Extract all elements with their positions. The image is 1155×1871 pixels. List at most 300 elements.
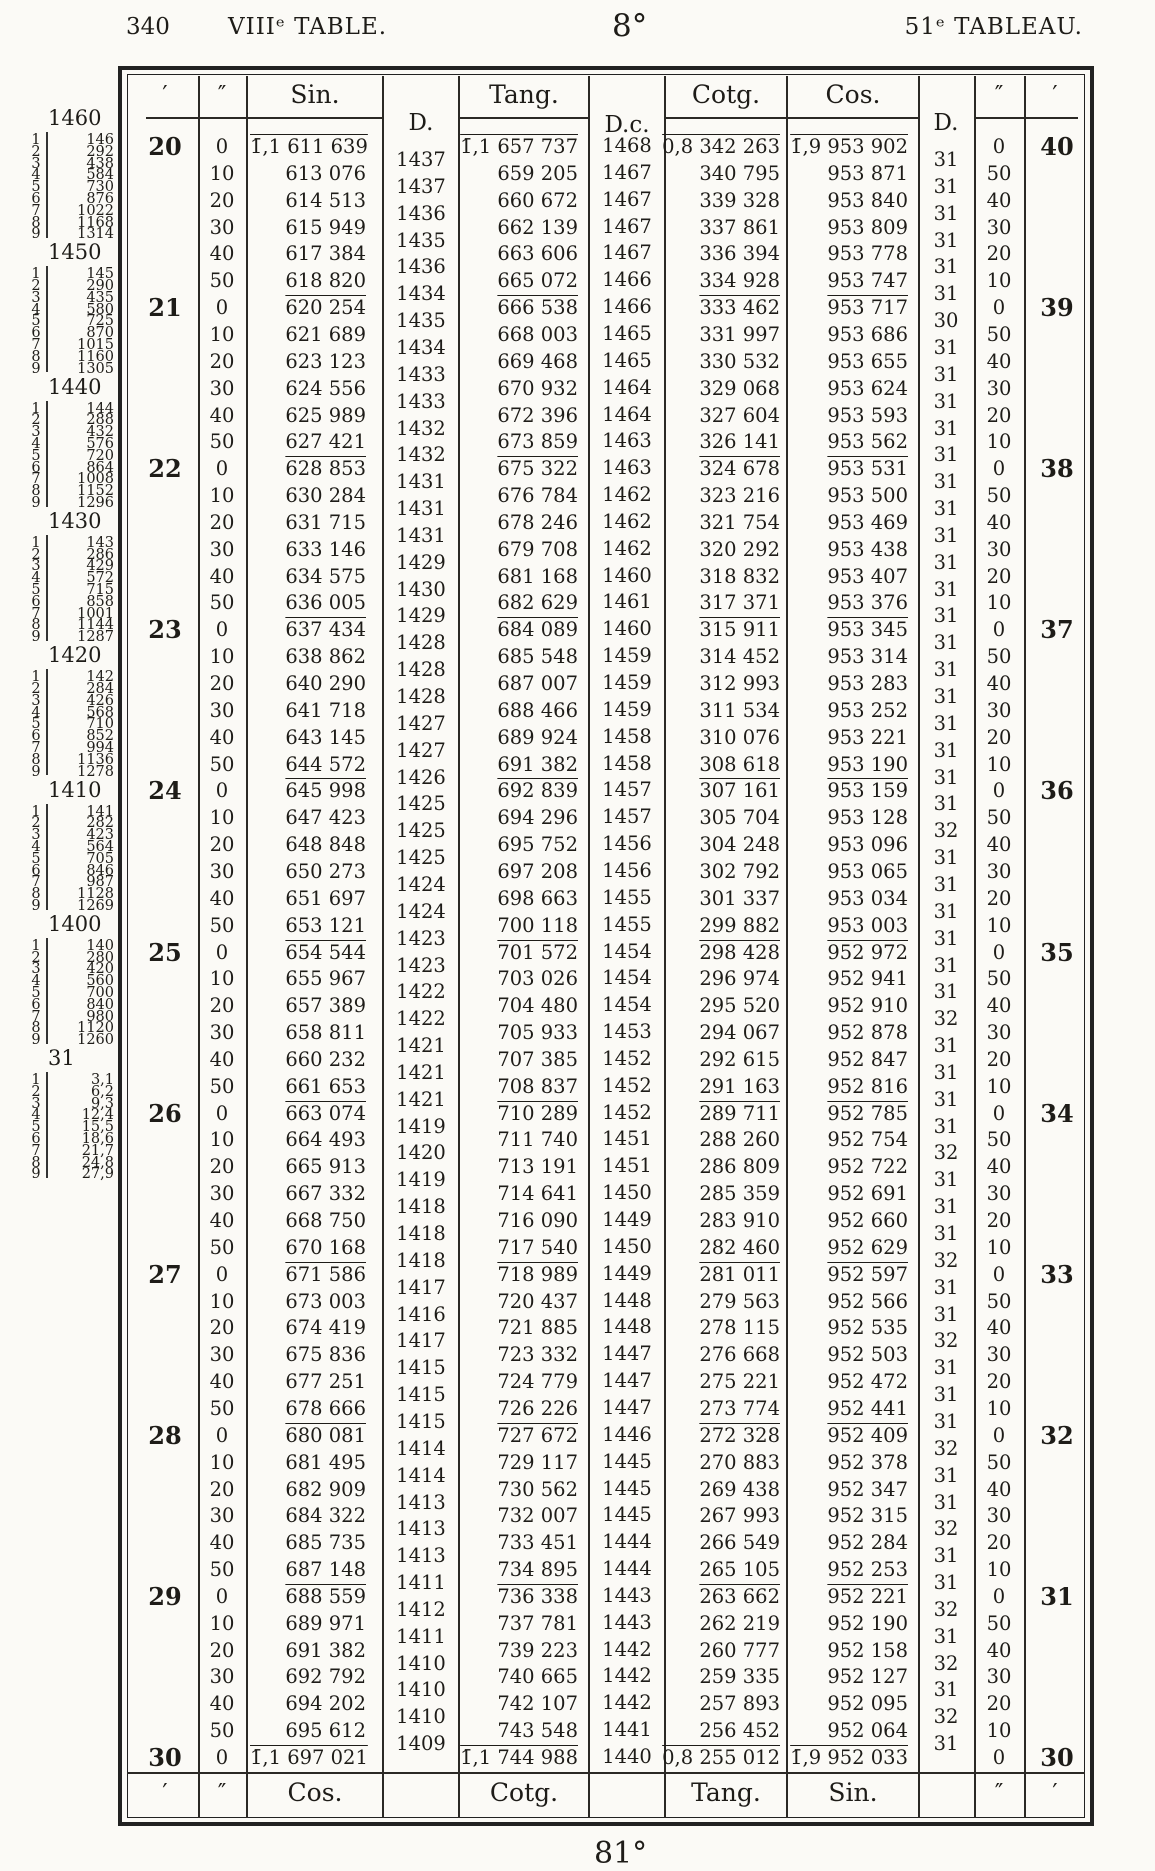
cell-sec: 20 bbox=[209, 833, 235, 857]
pp-digit: 7 bbox=[31, 471, 41, 488]
difference-d2: 31 bbox=[933, 1463, 959, 1487]
pp-value: 1136 bbox=[77, 751, 114, 768]
proportional-parts-head: 1430 bbox=[48, 508, 102, 533]
difference-dc: 1452 bbox=[602, 1046, 652, 1070]
cell-sin: 627 421 bbox=[285, 430, 366, 454]
cell-cotg: 275 221 bbox=[699, 1370, 780, 1394]
pp-value: 580 bbox=[86, 301, 114, 318]
table-row bbox=[0, 913, 1155, 939]
difference-dc: 1450 bbox=[602, 1181, 652, 1205]
cell-cos: 952 910 bbox=[827, 994, 908, 1018]
cell-cotg: 314 452 bbox=[699, 645, 780, 669]
pp-value: 1314 bbox=[77, 226, 114, 243]
cell-sin: 614 513 bbox=[285, 188, 366, 212]
difference-d: 1425 bbox=[396, 819, 446, 843]
table-row bbox=[0, 1235, 1155, 1261]
cell-min2: 33 bbox=[1040, 1259, 1074, 1289]
cell-sec2: 30 bbox=[986, 1021, 1012, 1045]
cell-sec2: 50 bbox=[986, 967, 1012, 991]
cell-sec2: 20 bbox=[986, 564, 1012, 588]
cell-tang: 678 246 bbox=[497, 510, 578, 534]
cell-cotg: 301 337 bbox=[699, 886, 780, 910]
cell-sec2: 30 bbox=[986, 698, 1012, 722]
cell-min2: 30 bbox=[1040, 1743, 1074, 1772]
cell-sec: 30 bbox=[209, 1665, 235, 1689]
cell-sec: 30 bbox=[209, 1504, 235, 1528]
cell-cotg: 318 832 bbox=[699, 564, 780, 588]
difference-dc: 1465 bbox=[602, 321, 652, 345]
cell-tang: 739 223 bbox=[497, 1638, 578, 1662]
pp-digit: 1 bbox=[31, 132, 41, 148]
cell-tang: 695 752 bbox=[497, 833, 578, 857]
cell-tang: 721 885 bbox=[497, 1316, 578, 1340]
pp-value: 576 bbox=[86, 435, 114, 452]
difference-d: 1418 bbox=[396, 1222, 446, 1245]
pp-digit: 2 bbox=[31, 412, 41, 429]
cell-cos: 953 624 bbox=[827, 376, 908, 400]
table-row bbox=[0, 241, 1155, 267]
cell-min2: 37 bbox=[1040, 615, 1074, 645]
cell-sec: 40 bbox=[209, 1209, 235, 1232]
cell-sec: 20 bbox=[209, 349, 235, 373]
cell-cotg: 334 928 bbox=[699, 269, 780, 293]
cell-cos: 1̄,9 952 033 bbox=[790, 1746, 908, 1769]
difference-d2: 31 bbox=[933, 604, 959, 628]
cell-sec2: 0 bbox=[992, 1746, 1006, 1769]
cell-sec: 40 bbox=[209, 725, 235, 749]
difference-dc: 1457 bbox=[602, 778, 652, 802]
cell-tang: 708 837 bbox=[497, 1074, 578, 1098]
cell-cos: 952 190 bbox=[827, 1611, 908, 1635]
table-row bbox=[0, 832, 1155, 858]
cell-tang: 743 548 bbox=[497, 1719, 578, 1743]
cell-tang: 660 672 bbox=[497, 188, 578, 212]
cell-cotg: 279 563 bbox=[699, 1289, 780, 1313]
cell-sec: 30 bbox=[209, 698, 235, 722]
cell-min: 22 bbox=[148, 454, 182, 484]
cell-cos: 953 593 bbox=[827, 403, 908, 427]
pp-value: 15,5 bbox=[81, 1119, 114, 1136]
pp-value: 584 bbox=[86, 167, 114, 184]
cell-tang: 659 205 bbox=[497, 161, 578, 185]
difference-d2: 31 bbox=[933, 1409, 959, 1433]
cell-tang: 711 740 bbox=[497, 1128, 578, 1152]
pp-value: 846 bbox=[86, 862, 114, 879]
difference-dc: 1465 bbox=[602, 348, 652, 372]
cell-sec2: 50 bbox=[986, 645, 1012, 669]
cell-sec2: 40 bbox=[986, 1316, 1012, 1340]
difference-d2: 31 bbox=[933, 1571, 959, 1595]
proportional-parts-head: 31 bbox=[48, 1046, 75, 1071]
col-head-d: D. bbox=[408, 110, 434, 136]
difference-d: 1410 bbox=[396, 1651, 446, 1675]
difference-d2: 31 bbox=[933, 899, 959, 923]
cell-cotg: 262 219 bbox=[699, 1611, 780, 1635]
difference-d: 1427 bbox=[396, 738, 446, 762]
cell-sec2: 40 bbox=[986, 349, 1012, 373]
difference-d: 1410 bbox=[396, 1705, 446, 1729]
difference-dc: 1445 bbox=[602, 1449, 652, 1473]
col-head-minutes-right: ′ bbox=[1052, 82, 1058, 108]
difference-dc: 1463 bbox=[602, 429, 652, 453]
cell-sec: 20 bbox=[209, 994, 235, 1018]
pp-digit: 6 bbox=[31, 191, 41, 207]
cell-sec2: 40 bbox=[986, 1477, 1012, 1501]
pp-value: 292 bbox=[86, 143, 114, 160]
cell-sec: 40 bbox=[209, 1692, 235, 1716]
pp-value: 284 bbox=[86, 680, 114, 697]
cell-sec: 50 bbox=[209, 913, 235, 937]
cell-cotg: 283 910 bbox=[699, 1209, 780, 1232]
cell-sec2: 20 bbox=[986, 1692, 1012, 1716]
difference-d: 1418 bbox=[396, 1195, 446, 1219]
cell-cos: 952 064 bbox=[827, 1719, 908, 1743]
difference-d: 1428 bbox=[396, 685, 446, 708]
pp-digit: 1 bbox=[31, 1072, 41, 1089]
cell-sec: 10 bbox=[209, 967, 235, 991]
col-foot-minutes-right: ′ bbox=[1052, 1780, 1058, 1806]
pp-value: 1160 bbox=[77, 348, 114, 365]
cell-cos: 952 503 bbox=[827, 1343, 908, 1367]
cell-sin: 630 284 bbox=[285, 484, 366, 508]
cell-tang: 729 117 bbox=[497, 1450, 578, 1474]
cell-tang: 697 208 bbox=[497, 859, 578, 883]
difference-dc: 1444 bbox=[602, 1557, 652, 1581]
col-head-seconds-right: ″ bbox=[994, 82, 1004, 108]
cell-tang: 691 382 bbox=[497, 752, 578, 776]
cell-sec2: 30 bbox=[986, 1665, 1012, 1689]
difference-dc: 1453 bbox=[602, 1020, 652, 1044]
cell-tang: 730 562 bbox=[497, 1477, 578, 1501]
difference-d: 1425 bbox=[396, 792, 446, 816]
difference-d2: 31 bbox=[933, 1732, 959, 1756]
cell-cos: 952 691 bbox=[827, 1182, 908, 1206]
cell-min: 24 bbox=[148, 776, 182, 806]
cell-sec: 50 bbox=[209, 1558, 235, 1582]
col-foot-cos: Cos. bbox=[287, 1778, 343, 1807]
difference-dc: 1448 bbox=[602, 1288, 652, 1312]
difference-d: 1434 bbox=[396, 282, 446, 306]
cell-cotg: 257 893 bbox=[699, 1692, 780, 1716]
proportional-parts-head: 1420 bbox=[48, 643, 102, 668]
pp-digit: 3 bbox=[31, 558, 41, 575]
cell-tang: 720 437 bbox=[497, 1289, 578, 1313]
pp-value: 18,6 bbox=[81, 1131, 114, 1148]
cell-tang: 687 007 bbox=[497, 672, 578, 695]
cell-sec: 10 bbox=[209, 1128, 235, 1152]
col-head-dc: D.c. bbox=[604, 112, 650, 138]
difference-dc: 1458 bbox=[602, 751, 652, 775]
table-row bbox=[0, 1691, 1155, 1717]
pp-digit: 1 bbox=[31, 937, 41, 954]
difference-dc: 1440 bbox=[602, 1745, 652, 1768]
difference-d2: 32 bbox=[933, 1517, 959, 1541]
difference-d: 1412 bbox=[396, 1597, 446, 1621]
difference-d: 1414 bbox=[396, 1436, 446, 1460]
pp-digit: 6 bbox=[31, 862, 41, 879]
difference-d2: 31 bbox=[933, 443, 959, 467]
difference-dc: 1461 bbox=[602, 590, 652, 614]
cell-sin: 684 322 bbox=[285, 1504, 366, 1528]
difference-d2: 31 bbox=[933, 550, 959, 574]
pp-digit: 9 bbox=[31, 360, 41, 377]
cell-tang: 705 933 bbox=[497, 1021, 578, 1045]
pp-value: 6,2 bbox=[90, 1083, 114, 1100]
cell-cotg: 0,8 342 263 bbox=[662, 135, 780, 158]
cell-sin: 633 146 bbox=[285, 537, 366, 561]
pp-digit: 4 bbox=[31, 838, 41, 855]
difference-dc: 1447 bbox=[602, 1369, 652, 1393]
difference-d: 1417 bbox=[396, 1329, 446, 1353]
difference-dc: 1452 bbox=[602, 1073, 652, 1097]
difference-d2: 32 bbox=[933, 1705, 959, 1729]
pp-value: 21,7 bbox=[81, 1142, 114, 1159]
cell-cotg: 312 993 bbox=[699, 672, 780, 695]
pp-value: 146 bbox=[86, 132, 114, 148]
cell-cotg: 281 011 bbox=[699, 1262, 780, 1286]
table-row bbox=[0, 1611, 1155, 1637]
difference-dc: 1445 bbox=[602, 1476, 652, 1500]
pp-digit: 2 bbox=[31, 680, 41, 697]
cell-tang: 710 289 bbox=[497, 1101, 578, 1125]
cell-cos: 953 562 bbox=[827, 430, 908, 454]
cell-sin: 615 949 bbox=[285, 215, 366, 239]
cell-cos: 952 785 bbox=[827, 1101, 908, 1125]
cell-cotg: 256 452 bbox=[699, 1719, 780, 1743]
difference-d2: 31 bbox=[933, 631, 959, 655]
pp-digit: 7 bbox=[31, 605, 41, 622]
difference-dc: 1442 bbox=[602, 1691, 652, 1715]
difference-d: 1435 bbox=[396, 309, 446, 333]
cell-cos: 953 778 bbox=[827, 242, 908, 266]
difference-dc: 1456 bbox=[602, 832, 652, 856]
table-row bbox=[0, 1557, 1155, 1583]
pp-value: 426 bbox=[86, 692, 114, 709]
difference-dc: 1456 bbox=[602, 858, 652, 882]
cell-sin: 648 848 bbox=[285, 833, 366, 857]
cell-sec2: 40 bbox=[986, 1155, 1012, 1179]
cell-cotg: 267 993 bbox=[699, 1504, 780, 1528]
cell-min2: 36 bbox=[1040, 776, 1074, 806]
pp-value: 143 bbox=[86, 534, 114, 551]
cell-tang: 727 672 bbox=[497, 1423, 578, 1447]
cell-tang: 707 385 bbox=[497, 1047, 578, 1071]
difference-dc: 1443 bbox=[602, 1583, 652, 1607]
table-row bbox=[0, 1289, 1155, 1315]
cell-tang: 666 538 bbox=[497, 296, 578, 320]
cell-cos: 952 409 bbox=[827, 1423, 908, 1447]
table-row bbox=[0, 1718, 1155, 1744]
pp-value: 24,8 bbox=[81, 1154, 114, 1171]
cell-sec: 10 bbox=[209, 1611, 235, 1635]
cell-tang: 669 468 bbox=[497, 349, 578, 373]
difference-d: 1436 bbox=[396, 255, 446, 279]
pp-digit: 5 bbox=[31, 313, 41, 330]
pp-value: 141 bbox=[86, 803, 114, 820]
difference-d: 1420 bbox=[396, 1141, 446, 1165]
proportional-parts-head: 1450 bbox=[48, 240, 102, 265]
cell-sec: 10 bbox=[209, 806, 235, 830]
cell-cos: 952 158 bbox=[827, 1638, 908, 1662]
cell-tang: 681 168 bbox=[497, 564, 578, 588]
table-row bbox=[0, 1020, 1155, 1049]
pp-value: 1001 bbox=[77, 605, 114, 622]
cell-cotg: 272 328 bbox=[699, 1423, 780, 1447]
cell-tang: 662 139 bbox=[497, 215, 578, 239]
cell-cotg: 304 248 bbox=[699, 833, 780, 857]
cell-cos: 952 127 bbox=[827, 1665, 908, 1689]
cell-sec2: 50 bbox=[986, 1128, 1012, 1152]
cell-cos: 952 660 bbox=[827, 1209, 908, 1232]
difference-d: 1423 bbox=[396, 926, 446, 950]
cell-sec2: 40 bbox=[986, 672, 1012, 695]
table-row bbox=[0, 268, 1155, 294]
difference-d2: 31 bbox=[933, 335, 959, 359]
cell-cos: 953 871 bbox=[827, 161, 908, 185]
table-row bbox=[0, 886, 1155, 912]
cell-cotg: 259 335 bbox=[699, 1665, 780, 1689]
pp-value: 290 bbox=[86, 278, 114, 295]
cell-cotg: 296 974 bbox=[699, 967, 780, 991]
difference-d2: 32 bbox=[933, 1141, 959, 1165]
cell-cos: 953 717 bbox=[827, 296, 908, 320]
cell-sec2: 10 bbox=[986, 1396, 1012, 1420]
difference-d2: 31 bbox=[933, 228, 959, 252]
cell-sin: 651 697 bbox=[285, 886, 366, 910]
difference-dc: 1446 bbox=[602, 1422, 652, 1446]
pp-value: 710 bbox=[86, 716, 114, 733]
cell-sin: 636 005 bbox=[285, 591, 366, 615]
table-row bbox=[0, 1664, 1155, 1690]
col-head-tang: Tang. bbox=[489, 80, 559, 109]
pp-digit: 6 bbox=[31, 1131, 41, 1148]
cell-cotg: 288 260 bbox=[699, 1128, 780, 1152]
table-row bbox=[0, 778, 1155, 804]
difference-d2: 31 bbox=[933, 765, 959, 789]
cell-sin: 654 544 bbox=[285, 940, 366, 964]
table-row bbox=[0, 966, 1155, 992]
cell-cotg: 340 795 bbox=[699, 161, 780, 185]
cell-tang: 689 924 bbox=[497, 725, 578, 749]
pp-digit: 9 bbox=[31, 494, 41, 511]
difference-d: 1426 bbox=[396, 765, 446, 789]
cell-cotg: 327 604 bbox=[699, 403, 780, 427]
pp-value: 1305 bbox=[77, 360, 114, 377]
cell-tang: 716 090 bbox=[497, 1209, 578, 1232]
cell-sin: 1̄,1 697 021 bbox=[250, 1746, 368, 1769]
cell-sec2: 30 bbox=[986, 215, 1012, 239]
cell-tang: 740 665 bbox=[497, 1665, 578, 1689]
cell-sec2: 10 bbox=[986, 1719, 1012, 1743]
cell-sin: 613 076 bbox=[285, 161, 366, 185]
difference-d: 1410 bbox=[396, 1678, 446, 1702]
difference-dc: 1467 bbox=[602, 160, 652, 184]
pp-value: 1278 bbox=[77, 763, 114, 780]
pp-digit: 2 bbox=[31, 143, 41, 160]
cell-sec: 40 bbox=[209, 886, 235, 910]
cell-sin: 617 384 bbox=[285, 242, 366, 266]
col-head-cotg: Cotg. bbox=[691, 80, 761, 109]
cell-sec: 40 bbox=[209, 564, 235, 588]
pp-digit: 4 bbox=[31, 301, 41, 318]
cell-min2: 38 bbox=[1040, 454, 1074, 484]
pp-value: 715 bbox=[86, 582, 114, 599]
cell-sec: 0 bbox=[215, 296, 229, 320]
table-row bbox=[0, 859, 1155, 885]
cell-cos: 953 190 bbox=[827, 752, 908, 776]
cell-sin: 689 971 bbox=[285, 1611, 366, 1635]
cell-sin: 623 123 bbox=[285, 349, 366, 373]
cell-sec: 0 bbox=[215, 1584, 229, 1608]
pp-value: 700 bbox=[86, 984, 114, 1001]
table-row bbox=[0, 1074, 1155, 1100]
cell-cotg: 310 076 bbox=[699, 725, 780, 749]
cell-sin: 637 434 bbox=[285, 618, 366, 642]
difference-d: 1415 bbox=[396, 1383, 446, 1407]
difference-dc: 1449 bbox=[602, 1208, 652, 1231]
cell-sin: 618 820 bbox=[285, 269, 366, 293]
difference-d: 1421 bbox=[396, 1034, 446, 1058]
pp-value: 140 bbox=[86, 937, 114, 954]
cell-min2: 32 bbox=[1040, 1420, 1074, 1450]
cell-sec2: 30 bbox=[986, 859, 1012, 883]
cell-sec: 20 bbox=[209, 1155, 235, 1179]
cell-sin: 1̄,1 611 639 bbox=[250, 135, 368, 158]
cell-cos: 952 535 bbox=[827, 1316, 908, 1340]
pp-value: 1287 bbox=[77, 629, 114, 646]
cell-sin: 663 074 bbox=[285, 1101, 366, 1125]
cell-sin: 638 862 bbox=[285, 645, 366, 669]
difference-d2: 32 bbox=[933, 1329, 959, 1353]
pp-value: 12,4 bbox=[81, 1107, 114, 1124]
table-row bbox=[0, 1315, 1155, 1341]
cell-cotg: 329 068 bbox=[699, 376, 780, 400]
difference-dc: 1449 bbox=[602, 1261, 652, 1285]
pp-digit: 3 bbox=[31, 1095, 41, 1112]
cell-cos: 952 472 bbox=[827, 1370, 908, 1394]
difference-d: 1436 bbox=[396, 201, 446, 225]
cell-sec: 10 bbox=[209, 1289, 235, 1313]
pp-value: 870 bbox=[86, 325, 114, 342]
cell-tang: 676 784 bbox=[497, 484, 578, 508]
cell-sin: 625 989 bbox=[285, 403, 366, 427]
cell-sec2: 10 bbox=[986, 1558, 1012, 1582]
difference-dc: 1442 bbox=[602, 1637, 652, 1661]
cell-sec2: 0 bbox=[992, 1423, 1006, 1447]
cell-cos: 953 283 bbox=[827, 672, 908, 695]
pp-digit: 8 bbox=[31, 1020, 41, 1037]
table-label: VIIIᵉ TABLE. bbox=[228, 14, 388, 40]
cell-cos: 952 847 bbox=[827, 1047, 908, 1071]
pp-digit: 8 bbox=[31, 751, 41, 768]
cell-sec2: 50 bbox=[986, 322, 1012, 346]
cell-min2: 40 bbox=[1040, 132, 1074, 161]
cell-cotg: 311 534 bbox=[699, 698, 780, 722]
cell-sec2: 40 bbox=[986, 994, 1012, 1018]
cell-cotg: 331 997 bbox=[699, 322, 780, 346]
cell-cotg: 320 292 bbox=[699, 537, 780, 561]
table-row bbox=[0, 671, 1155, 697]
pp-value: 1152 bbox=[77, 483, 114, 500]
cell-sin: 692 792 bbox=[285, 1665, 366, 1689]
difference-dc: 1451 bbox=[602, 1154, 652, 1178]
cell-tang: 733 451 bbox=[497, 1531, 578, 1555]
cell-cotg: 315 911 bbox=[699, 618, 780, 642]
cell-cos: 953 438 bbox=[827, 537, 908, 561]
cell-tang: 723 332 bbox=[497, 1343, 578, 1367]
cell-min: 23 bbox=[148, 615, 182, 645]
difference-d: 1424 bbox=[396, 872, 446, 896]
